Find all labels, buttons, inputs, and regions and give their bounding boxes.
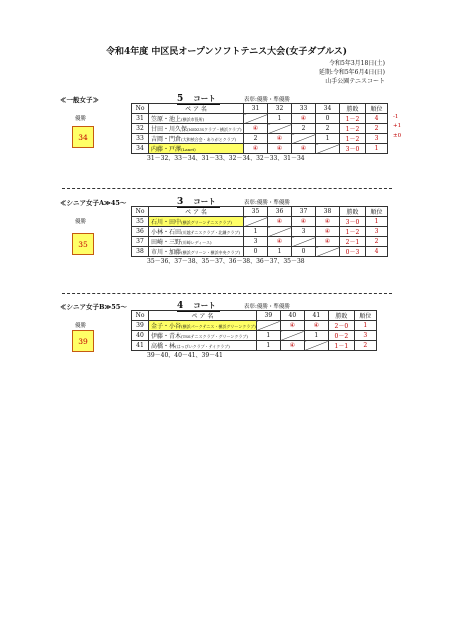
rank: 2 (366, 124, 388, 134)
header-rank: 順位 (366, 104, 388, 114)
pair-name: 市川・加藤 (151, 249, 182, 256)
score-cell: 1 (268, 247, 292, 257)
pair-name-cell (149, 331, 257, 341)
score-cell: 2 (292, 124, 316, 134)
results-table (131, 103, 388, 154)
score-cell: 3 (244, 237, 268, 247)
win-loss: 2－0 (328, 321, 354, 331)
pair-name-cell (149, 237, 244, 247)
results-table (131, 206, 388, 257)
self-match-cell (316, 247, 340, 257)
win-loss: 2－1 (340, 237, 366, 247)
section-label: ≪シニア女子A≫45～ (60, 199, 127, 207)
entry-no: 39 (132, 321, 149, 331)
header-opponent-no: 39 (256, 311, 280, 321)
score-cell: 1 (304, 331, 328, 341)
section-divider (62, 188, 392, 189)
court-number: 5 (177, 94, 184, 104)
rank: 2 (366, 237, 388, 247)
win-loss: 1－1 (328, 341, 354, 351)
score-cell: 2 (244, 134, 268, 144)
score-cell: 3 (292, 227, 316, 237)
awards-note: 表彰:優勝・準優勝 (244, 304, 290, 310)
score-cell: 0 (244, 247, 268, 257)
win-loss: 1－2 (340, 114, 366, 124)
page-title: 令和4年度 中区民オープンソフトテニス大会(女子ダブルス) (105, 47, 348, 57)
match-order: 35－36、37－38、35－37、36－38、36－37、35－38 (147, 257, 305, 265)
header-wins: 勝敗 (328, 311, 354, 321)
entry-no: 32 (132, 124, 149, 134)
self-match-cell (268, 124, 292, 134)
table-row (132, 134, 388, 144)
self-match-cell (280, 331, 304, 341)
entry-no: 36 (132, 227, 149, 237)
pair-club: (横浜市役所) (181, 117, 205, 122)
pair-club: (TSSテニスクラブ・グリーンクラブ) (181, 334, 248, 339)
match-order: 31－32、33－34、31－33、32－34、32－33、31－34 (147, 154, 305, 162)
match-order: 39－40、40－41、39－41 (147, 352, 223, 359)
court-text: コート (193, 301, 216, 310)
table-header-row (132, 104, 388, 114)
pair-name-cell (149, 321, 257, 331)
score-cell: 1 (256, 331, 280, 341)
header-pair: ペ ア 名 (149, 311, 257, 321)
pair-club: (Lanet) (181, 147, 196, 152)
pair-name: 田崎・三野 (151, 239, 182, 246)
court-number: 3 (177, 197, 184, 207)
pair-name-cell (149, 217, 244, 227)
win-loss: 1－2 (340, 227, 366, 237)
self-match-cell (244, 217, 268, 227)
header-opponent-no: 34 (316, 104, 340, 114)
header-opponent-no: 36 (268, 207, 292, 217)
pair-club: (はっぴいクラブ・テイクラブ) (175, 344, 230, 349)
table-row (132, 321, 377, 331)
winner-label: 優勝 (75, 323, 87, 329)
pair-name: 伊藤・青木 (151, 333, 182, 340)
entry-no: 41 (132, 341, 149, 351)
pair-club: (大和綾合会・ありがとクラブ) (181, 137, 237, 142)
pair-name: 笠原・池上 (151, 116, 182, 123)
score-cell: 1 (268, 114, 292, 124)
header-no: No (132, 207, 149, 217)
pair-name-cell (149, 124, 244, 134)
header-no: No (132, 311, 149, 321)
score-cell: ④ (268, 217, 292, 227)
score-cell: 1 (316, 134, 340, 144)
header-opponent-no: 32 (268, 104, 292, 114)
header-wins: 勝敗 (340, 104, 366, 114)
score-cell: 0 (316, 114, 340, 124)
pair-club: (横浜パークテニス・横浜グリーンクラブ) (181, 324, 256, 329)
table-row (132, 114, 388, 124)
table-header-row (132, 207, 388, 217)
event-date: 令和5年3月18日(土) (329, 60, 385, 67)
header-no: No (132, 104, 149, 114)
rank: 1 (366, 144, 388, 154)
rank: 4 (366, 247, 388, 257)
header-opponent-no: 31 (244, 104, 268, 114)
winner-label: 優勝 (75, 116, 87, 122)
pair-name-cell (149, 227, 244, 237)
win-loss: 0－2 (328, 331, 354, 341)
header-opponent-no: 35 (244, 207, 268, 217)
entry-no: 34 (132, 144, 149, 154)
score-cell: ④ (268, 144, 292, 154)
pair-name: 内藤・戸澤 (151, 146, 182, 153)
point-diff: +1 (393, 123, 402, 129)
score-cell: 2 (316, 124, 340, 134)
entry-no: 35 (132, 217, 149, 227)
score-cell: ④ (244, 124, 268, 134)
win-loss: 3－0 (340, 217, 366, 227)
pair-name: 高橋・林 (151, 343, 176, 350)
rank: 1 (354, 321, 376, 331)
self-match-cell (256, 321, 280, 331)
table-header-row (132, 311, 377, 321)
header-pair: ペ ア 名 (149, 104, 244, 114)
header-opponent-no: 38 (316, 207, 340, 217)
winner-number-box: 35 (72, 233, 94, 255)
winner-number-box: 34 (72, 126, 94, 148)
table-row (132, 217, 388, 227)
score-cell: 1 (256, 341, 280, 351)
score-cell: ④ (292, 217, 316, 227)
score-cell: ④ (292, 114, 316, 124)
score-cell: ④ (268, 134, 292, 144)
pair-club: (川崎レディース) (181, 240, 212, 245)
entry-no: 31 (132, 114, 149, 124)
score-cell: ④ (268, 237, 292, 247)
rank: 3 (366, 227, 388, 237)
win-loss: 0－3 (340, 247, 366, 257)
rank: 2 (354, 341, 376, 351)
rank: 3 (354, 331, 376, 341)
header-opponent-no: 37 (292, 207, 316, 217)
postponed-date: 延期:令和5年6月4日(日) (318, 69, 385, 76)
score-cell: ④ (316, 227, 340, 237)
header-rank: 順位 (354, 311, 376, 321)
pair-name: 石川・田中 (151, 219, 182, 226)
awards-note: 表彰:優勝・準優勝 (244, 200, 290, 206)
table-row (132, 124, 388, 134)
rank: 4 (366, 114, 388, 124)
self-match-cell (304, 341, 328, 351)
header-opponent-no: 40 (280, 311, 304, 321)
header-rank: 順位 (366, 207, 388, 217)
court-text: コート (193, 197, 216, 206)
pair-name: 小林・石田 (151, 229, 182, 236)
self-match-cell (292, 134, 316, 144)
awards-note: 表彰:優勝・準優勝 (244, 97, 290, 103)
header-pair: ペ ア 名 (149, 207, 244, 217)
pair-club: (横浜グリーン・横浜中央クラブ) (181, 250, 241, 255)
entry-no: 33 (132, 134, 149, 144)
header-wins: 勝敗 (340, 207, 366, 217)
win-loss: 1－2 (340, 124, 366, 134)
score-cell: 0 (292, 247, 316, 257)
pair-name: 吉岡・門倉 (151, 136, 182, 143)
score-cell: 1 (244, 227, 268, 237)
self-match-cell (244, 114, 268, 124)
court-text: コート (193, 94, 216, 103)
rank: 3 (366, 134, 388, 144)
venue: 山手公園テニスコート (325, 78, 385, 85)
score-cell: ④ (316, 217, 340, 227)
results-table (131, 310, 377, 351)
score-cell: ④ (292, 144, 316, 154)
score-cell: ④ (280, 321, 304, 331)
entry-no: 38 (132, 247, 149, 257)
win-loss: 1－2 (340, 134, 366, 144)
self-match-cell (268, 227, 292, 237)
pair-club: (川越テニスクラブ・北鎌クラブ) (181, 230, 240, 235)
winner-number-box: 39 (72, 330, 94, 352)
point-diff: -1 (393, 113, 399, 120)
table-row (132, 227, 388, 237)
point-diff: ±0 (393, 132, 402, 139)
court-number: 4 (177, 301, 184, 311)
table-row (132, 341, 377, 351)
section-label: ≪シニア女子B≫55～ (60, 303, 127, 311)
score-cell: ④ (316, 237, 340, 247)
pair-name-cell (149, 134, 244, 144)
entry-no: 40 (132, 331, 149, 341)
win-loss: 3－0 (340, 144, 366, 154)
self-match-cell (316, 144, 340, 154)
entry-no: 37 (132, 237, 149, 247)
table-row (132, 331, 377, 341)
winner-label: 優勝 (75, 219, 87, 225)
self-match-cell (292, 237, 316, 247)
pair-name: 甘田・川久保 (151, 126, 188, 133)
rank: 1 (366, 217, 388, 227)
pair-name-cell (149, 114, 244, 124)
header-opponent-no: 41 (304, 311, 328, 321)
header-opponent-no: 33 (292, 104, 316, 114)
score-cell: ④ (280, 341, 304, 351)
section-label: ≪一般女子≫ (60, 96, 99, 104)
pair-club: (NEXUSクラブ・横浜クラブ) (187, 127, 242, 132)
pair-club: (横浜グリーンテニスクラブ) (181, 220, 232, 225)
score-cell: ④ (244, 144, 268, 154)
pair-name: 金子・小谷 (151, 323, 182, 330)
table-row (132, 237, 388, 247)
score-cell: ④ (304, 321, 328, 331)
section-divider (62, 293, 392, 294)
pair-name-cell (149, 341, 257, 351)
